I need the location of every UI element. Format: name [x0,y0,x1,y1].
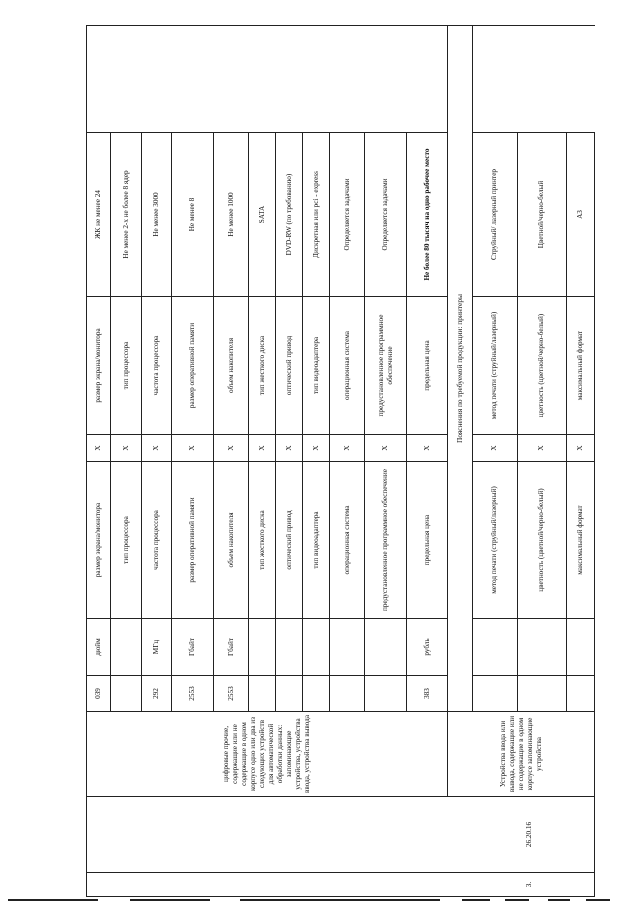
unit-name: МГц [141,619,172,676]
characteristic-value: Определяется задачами [329,133,364,297]
okei-code [329,676,364,712]
characteristic-value: Не менее 1000 [213,133,248,297]
x-mark: Х [141,435,172,462]
characteristic-name-2: тип видеоадаптера [303,297,330,435]
unit-name [249,619,276,676]
characteristic-name-2: метод печати (струйный/лазерный) [472,297,517,435]
characteristic-value: Определяется задачами [365,133,407,297]
x-mark: Х [472,435,517,462]
okei-code [111,676,142,712]
x-mark: Х [213,435,248,462]
unit-name [517,619,566,676]
unit-name [365,619,407,676]
characteristic-value: Не менее 3000 [141,133,172,297]
characteristic-name: частота процессора [141,462,172,619]
table-body [87,26,595,897]
unit-name [276,619,303,676]
okei-code [472,676,517,712]
characteristic-name-2: объем накопителя [213,297,248,435]
characteristic-name-2: размер экрана/монитора [87,297,111,435]
characteristic-name-2: частота процессора [141,297,172,435]
characteristic-name-2: операционная система [329,297,364,435]
characteristic-name-2: тип процессора [111,297,142,435]
clarification-text: Пояснения по требуемой продукции: принтеры [448,26,472,712]
unit-name [329,619,364,676]
characteristic-name: размер оперативной памяти [172,462,214,619]
x-mark: Х [365,435,407,462]
row-number-cell: 3. [87,873,595,897]
okei-code [303,676,330,712]
characteristic-name: максимальный формат [566,462,594,619]
characteristic-name: тип процессора [111,462,142,619]
unit-name: дюйм [87,619,111,676]
unit-name: Гбайт [213,619,248,676]
characteristic-value: DVD-RW (по требованию) [276,133,303,297]
unit-name: рубль [406,619,448,676]
characteristic-value: Не менее 8 [172,133,214,297]
characteristic-value: Не менее 2-х не более 8 ядер [111,133,142,297]
characteristic-name: оптический привод [276,462,303,619]
characteristic-name: тип жесткого диска [249,462,276,619]
characteristic-name-2: оптический привод [276,297,303,435]
characteristic-name: операционная система [329,462,364,619]
x-mark: Х [303,435,330,462]
unit-name [111,619,142,676]
characteristic-value: Не более 80 тысяч на одно рабочее место [406,133,448,297]
okei-code [517,676,566,712]
unit-name: Гбайт [172,619,214,676]
x-mark: Х [111,435,142,462]
requirements-table [86,25,595,897]
group-name-top: цифровые прочие, содержащие или не содержащие в одном корпусе одно или два из следующих устройств для автоматической обработки данных: запоминающие устройства, устройства ввода, устройства вывода [87,712,448,797]
characteristic-value: А3 [566,133,594,297]
x-mark: Х [566,435,594,462]
characteristic-name: предельная цена [406,462,448,619]
okei-code: 039 [87,676,111,712]
okei-code: 2553 [172,676,214,712]
characteristic-name-2: размер оперативной памяти [172,297,214,435]
characteristic-value: Дискретная или pci - express [303,133,330,297]
okei-code: 292 [141,676,172,712]
page-bottom-rule [0,896,634,905]
characteristic-value: Цветной/черно-белый [517,133,566,297]
characteristic-name: цветность (цветной/черно-белый) [517,462,566,619]
table-row [87,26,111,897]
okei-code: 383 [406,676,448,712]
empty-right-column [87,26,448,133]
characteristic-name: объем накопителя [213,462,248,619]
characteristic-name: предустановленное программное обеспечение [365,462,407,619]
characteristic-value: SATA [249,133,276,297]
characteristic-name: тип видеоадаптера [303,462,330,619]
characteristic-value: Струйный/ лазерный принтер [472,133,517,297]
x-mark: Х [329,435,364,462]
unit-name [303,619,330,676]
okei-code [249,676,276,712]
group-name-bottom: Устройства ввода или вывода, содержащие или не содержащие в одном корпусе запоминающие устройства [448,712,595,797]
x-mark: Х [87,435,111,462]
okpd-code-cell: 26.20.16 [87,797,595,873]
characteristic-name-2: цветность (цветной/черно-белый) [517,297,566,435]
unit-name [566,619,594,676]
characteristic-value: ЖК не менее 24 [87,133,111,297]
okei-code: 2553 [213,676,248,712]
x-mark: Х [517,435,566,462]
okei-code [276,676,303,712]
x-mark: Х [276,435,303,462]
characteristic-name-2: тип жесткого диска [249,297,276,435]
characteristic-name: размер экрана/монитора [87,462,111,619]
characteristic-name-2: максимальный формат [566,297,594,435]
x-mark: Х [249,435,276,462]
x-mark: Х [172,435,214,462]
clarification-row [448,26,472,897]
x-mark: Х [406,435,448,462]
characteristic-name: метод печати (струйный/лазерный) [472,462,517,619]
okei-code [566,676,594,712]
unit-name [472,619,517,676]
okei-code [365,676,407,712]
characteristic-name-2: предустановленное программное обеспечение [365,297,407,435]
characteristic-name-2: предельная цена [406,297,448,435]
